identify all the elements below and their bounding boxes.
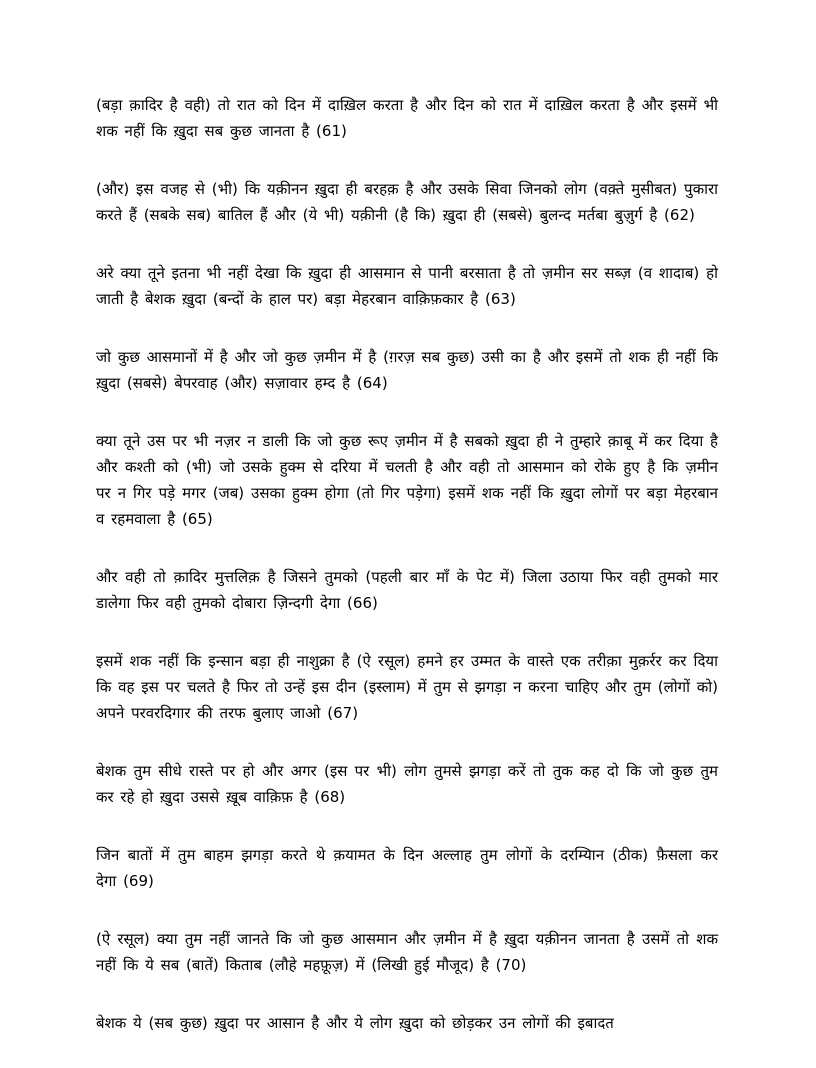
verse-69-paragraph: जिन बातों में तुम बाहम झगड़ा करते थे क़यामत के दिन अल्लाह तुम लोगों के दरम्यिान (ठीक) फ़ैसला कर देगा (69) [96, 846, 718, 890]
verse-66-paragraph: और वही तो क़ादिर मुत्तलिक़ है जिसने तुमको (पहली बार माँ के पेट में) जिला उठाया फिर वही तुमको मार डालेगा फिर वही तुमको दोबारा ज़िन्दगी देगा (66) [96, 568, 718, 612]
verse-61-paragraph: (बड़ा क़ादिर है वही) तो रात को दिन में दाख़िल करता है और दिन को रात में दाख़िल करता है और इसमें भी शक नहीं कि ख़ुदा सब कुछ जानता है (61) [96, 96, 718, 140]
verse-67-paragraph: इसमें शक नहीं कि इन्सान बड़ा ही नाशुक्रा है (ऐ रसूल) हमने हर उम्मत के वास्ते एक तरीक़ा मुक़र्रर कर दिया कि वह इस पर चलते है फिर तो उन्हें इस दीन (इस्लाम) में तुम से झगड़ा न करना चाहिए और तुम (लोगों को) अपने परवरदिगार की तरफ बुलाए जाओ (67) [96, 652, 718, 722]
document-page [96, 92, 718, 1068]
verse-63-paragraph: अरे क्या तूने इतना भी नहीं देखा कि ख़ुदा ही आसमान से पानी बरसाता है तो ज़मीन सर सब्ज़ (व शादाब) हो जाती है बेशक ख़ुदा (बन्दों के हाल पर) बड़ा मेहरबान वाक़िफ़कार है (63) [96, 264, 718, 308]
verse-70-paragraph: (ऐ रसूल) क्या तुम नहीं जानते कि जो कुछ आसमान और ज़मीन में है ख़ुदा यक़ीनन जानता है उसमें तो शक नहीं कि ये सब (बातें) किताब (लौहे महफ़ूज़) में (लिखी हुई मौजूद) है (70) [96, 930, 718, 974]
verse-65-paragraph: क्या तूने उस पर भी नज़र न डाली कि जो कुछ रूए ज़मीन में है सबको ख़ुदा ही ने तुम्हारे क़ाबू में कर दिया है और कश्ती को (भी) जो उसके हुक्म से दरिया में चलती है और वही तो आसमान को रोके हुए है कि ज़मीन पर न गिर पड़े मगर (जब) उसका हुक्म होगा (तो गिर पड़ेगा) इसमें शक नहीं कि ख़ुदा लोगों पर बड़ा मेहरबान व रहमवाला है (65) [96, 432, 718, 528]
verse-62-paragraph: (और) इस वजह से (भी) कि यक़ीनन ख़ुदा ही बरहक़ है और उसके सिवा जिनको लोग (वक़्ते मुसीबत) पुकारा करते हैं (सबके सब) बातिल हैं और (ये भी) यक़ीनी (है कि) ख़ुदा ही (सबसे) बुलन्द मर्तबा बुज़ुर्ग है (62) [96, 180, 718, 224]
verse-64-paragraph: जो कुछ आसमानों में है और जो कुछ ज़मीन में है (ग़रज़ सब कुछ) उसी का है और इसमें तो शक ही नहीं कि ख़ुदा (सबसे) बेपरवाह (और) सज़ावार हम्द है (64) [96, 348, 718, 392]
verse-68-paragraph: बेशक तुम सीधे रास्ते पर हो और अगर (इस पर भी) लोग तुमसे झगड़ा करें तो तुक कह दो कि जो कुछ तुम कर रहे हो ख़ुदा उससे ख़ूब वाक़िफ़ है (68) [96, 762, 718, 806]
verse-71-partial-paragraph: बेशक ये (सब कुछ) ख़ुदा पर आसान है और ये लोग ख़ुदा को छोड़कर उन लोगों की इबादत [96, 1014, 614, 1032]
